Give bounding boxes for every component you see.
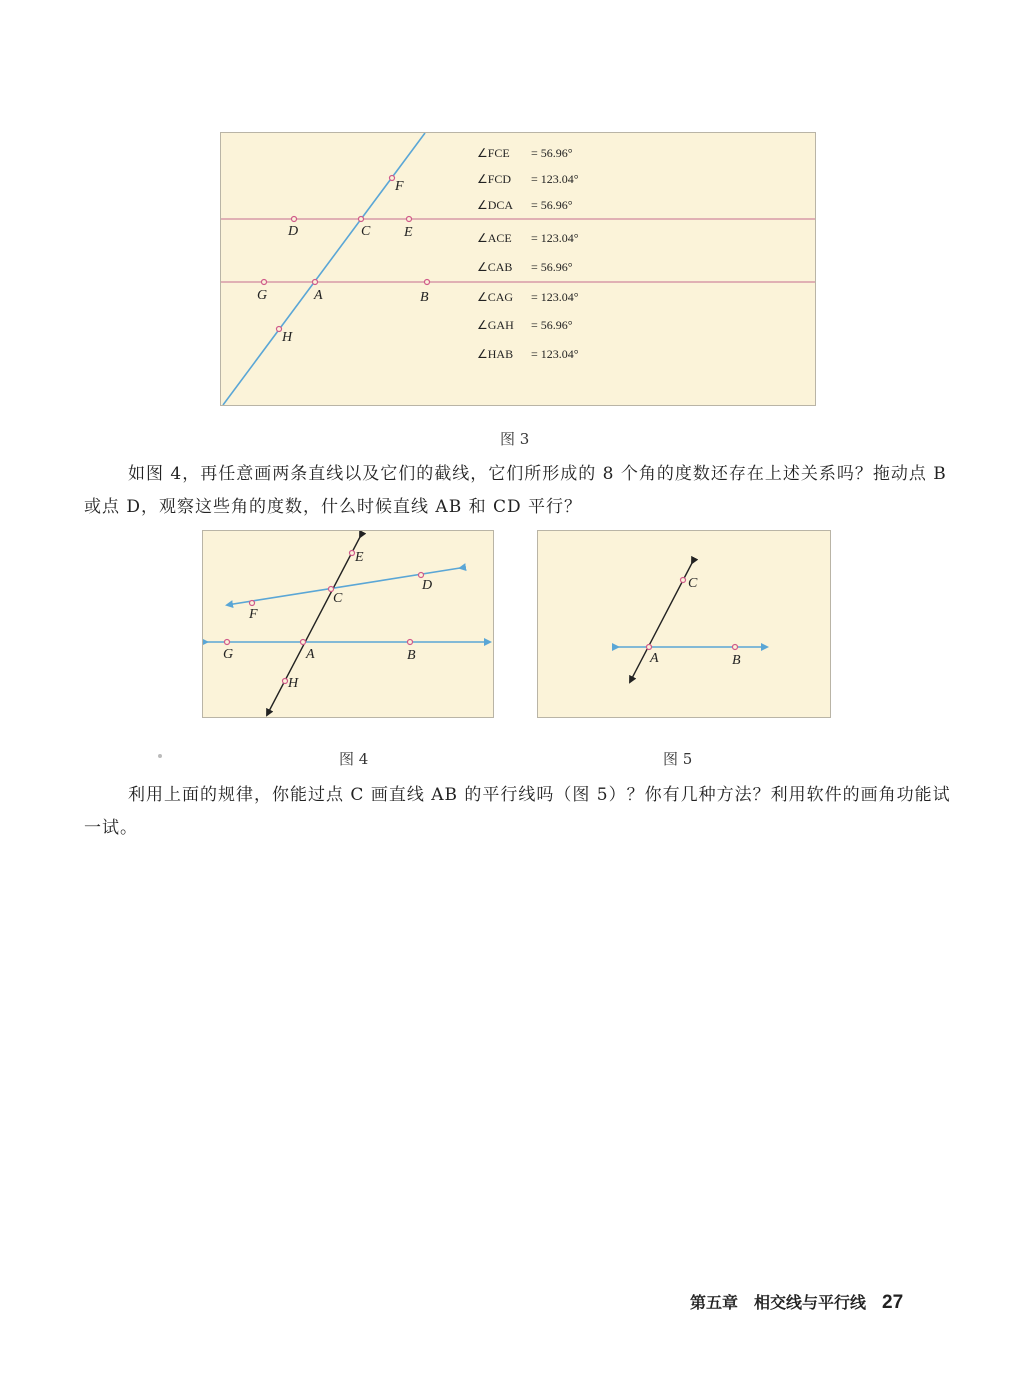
label-h: H (282, 330, 293, 345)
point-a[interactable] (647, 645, 652, 650)
label-a: A (650, 651, 659, 666)
measure-angle: ∠CAG (477, 290, 514, 304)
scan-speck (158, 754, 162, 758)
figure-3-canvas (221, 133, 815, 405)
figure-4-canvas (203, 531, 493, 717)
page-number: 27 (882, 1292, 904, 1313)
measure-angle: ∠ACE (477, 231, 512, 245)
angle-measurements (477, 146, 579, 361)
figure-4-caption: 图 4 (339, 750, 369, 768)
point-b[interactable] (733, 645, 738, 650)
label-c: C (688, 576, 698, 591)
label-a: A (306, 647, 315, 662)
label-c: C (361, 224, 371, 239)
figure-3 (220, 132, 816, 406)
point-g[interactable] (262, 280, 267, 285)
label-g: G (257, 288, 268, 303)
footer-title: 相交线与平行线 (754, 1293, 867, 1312)
label-d: D (422, 578, 433, 593)
point-c[interactable] (359, 217, 364, 222)
point-e[interactable] (407, 217, 412, 222)
label-f: F (395, 179, 404, 194)
measure-angle: ∠HAB (477, 347, 514, 361)
label-c: C (333, 591, 343, 606)
measure-value: = 56.96° (531, 260, 573, 274)
measure-angle: ∠CAB (477, 260, 513, 274)
measure-value: = 123.04° (531, 290, 579, 304)
point-d[interactable] (419, 573, 424, 578)
label-g: G (223, 647, 234, 662)
label-b: B (407, 648, 416, 663)
figure-3-caption: 图 3 (500, 430, 530, 448)
figure-5 (537, 530, 831, 718)
measure-angle: ∠DCA (477, 198, 514, 212)
transversal-line (267, 537, 360, 715)
point-c[interactable] (681, 578, 686, 583)
point-d[interactable] (292, 217, 297, 222)
point-b[interactable] (408, 640, 413, 645)
point-h[interactable] (277, 327, 282, 332)
label-b: B (420, 290, 429, 305)
measure-value: = 56.96° (531, 198, 573, 212)
figure-5-canvas (538, 531, 830, 717)
measure-value: = 56.96° (531, 146, 573, 160)
point-a[interactable] (301, 640, 306, 645)
figure-5-caption: 图 5 (663, 750, 693, 768)
point-h[interactable] (283, 679, 288, 684)
paragraph-2-text: 利用上面的规律，你能过点 C 画直线 AB 的平行线吗（图 5）？你有几种方法？利用软件的画角功能试一试。 (84, 785, 951, 838)
label-d: D (288, 224, 299, 239)
point-f[interactable] (390, 176, 395, 181)
measure-angle: ∠FCE (477, 146, 510, 160)
transversal-line (223, 133, 425, 405)
label-e: E (355, 550, 364, 565)
measure-value: = 123.04° (531, 347, 579, 361)
measure-value: = 56.96° (531, 318, 573, 332)
page-footer (690, 1290, 903, 1314)
measure-angle: ∠FCD (477, 172, 512, 186)
point-e[interactable] (350, 551, 355, 556)
label-e: E (404, 225, 413, 240)
paragraph-1-text: 如图 4，再任意画两条直线以及它们的截线，它们所形成的 8 个角的度数还存在上述关系吗？拖动点 B 或点 D，观察这些角的度数，什么时候直线 AB 和 CD 平行？ (84, 464, 947, 517)
label-b: B (732, 653, 741, 668)
measure-angle: ∠GAH (477, 318, 514, 332)
label-h: H (288, 676, 299, 691)
paragraph-1 (84, 458, 954, 524)
figure-4 (202, 530, 494, 718)
footer-chapter: 第五章 (690, 1293, 739, 1312)
point-g[interactable] (225, 640, 230, 645)
measure-value: = 123.04° (531, 231, 579, 245)
label-f: F (249, 607, 258, 622)
point-a[interactable] (313, 280, 318, 285)
measure-value: = 123.04° (531, 172, 579, 186)
point-b[interactable] (425, 280, 430, 285)
label-a: A (314, 288, 323, 303)
point-f[interactable] (250, 601, 255, 606)
paragraph-2 (84, 779, 954, 845)
